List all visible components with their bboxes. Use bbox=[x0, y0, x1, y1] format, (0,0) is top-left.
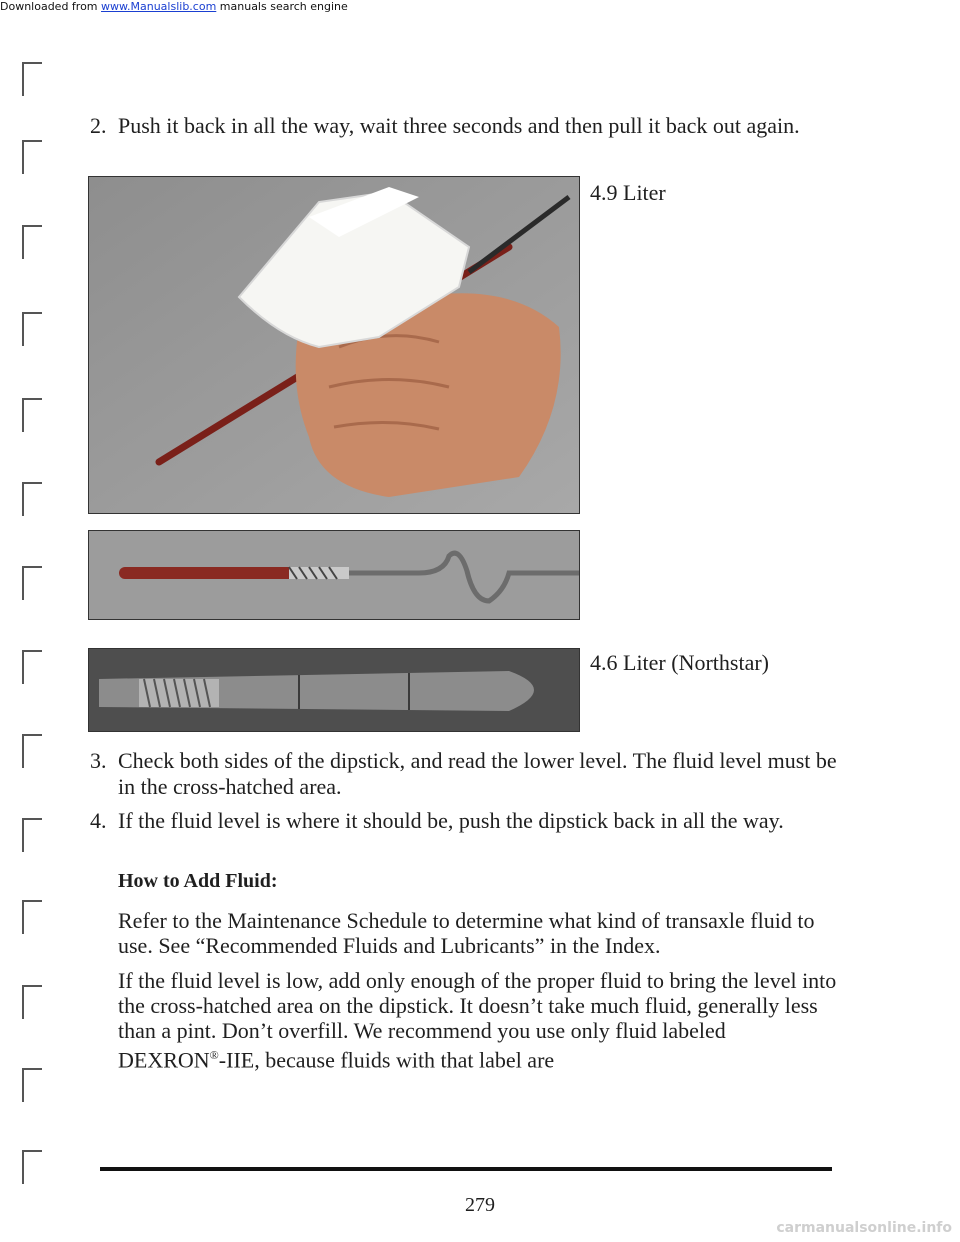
manualslib-link[interactable]: www.Manualslib.com bbox=[101, 0, 217, 13]
paragraph-maintenance: Refer to the Maintenance Schedule to determine what kind of transaxle fluid to use. See “Recommended Fluids and Lubricants” in the Index. bbox=[118, 908, 815, 958]
margin-tick bbox=[22, 566, 42, 600]
page-number: 279 bbox=[465, 1194, 495, 1216]
step-number: 4. bbox=[90, 808, 107, 833]
photo-dipstick-4-9 bbox=[88, 530, 580, 620]
margin-tick bbox=[22, 985, 42, 1019]
margin-tick bbox=[22, 1150, 42, 1184]
margin-tick bbox=[22, 650, 42, 684]
margin-tick bbox=[22, 140, 42, 174]
step-4 bbox=[90, 808, 850, 834]
step-text: Push it back in all the way, wait three seconds and then pull it back out again. bbox=[118, 113, 800, 138]
watermark-suffix: manuals search engine bbox=[216, 0, 348, 13]
step-number: 2. bbox=[90, 113, 107, 138]
margin-tick bbox=[22, 900, 42, 934]
watermark-prefix: Downloaded from bbox=[0, 0, 102, 13]
paragraph-text-cont: -IIE, because fluids with that label are bbox=[218, 1047, 555, 1073]
step-text: If the fluid level is where it should be, push the dipstick back in all the way. bbox=[118, 808, 784, 833]
caption-4-6-liter-northstar: 4.6 Liter (Northstar) bbox=[590, 650, 769, 675]
margin-tick bbox=[22, 1068, 42, 1102]
step-number: 3. bbox=[90, 748, 107, 773]
photo-wiping-dipstick bbox=[88, 176, 580, 514]
footer-divider bbox=[100, 1167, 832, 1171]
paragraph-text: If the fluid level is low, add only enough of the proper fluid to bring the level into the cross-hatched area on the dipstick. It doesn’t take much fluid, generally less than a pint. Don’t overfill. We recommend you use only fluid labeled DEXRON bbox=[118, 968, 837, 1073]
margin-tick bbox=[22, 225, 42, 259]
registered-mark: ® bbox=[209, 1048, 219, 1062]
margin-tick bbox=[22, 734, 42, 768]
section-heading: How to Add Fluid: bbox=[118, 870, 278, 892]
caption-4-9-liter: 4.9 Liter bbox=[590, 180, 666, 205]
margin-tick bbox=[22, 62, 42, 96]
photo-dipstick-4-6-northstar bbox=[88, 648, 580, 732]
step-3 bbox=[90, 748, 850, 800]
margin-tick-marks bbox=[0, 0, 60, 1242]
margin-tick bbox=[22, 312, 42, 346]
step-2 bbox=[90, 113, 850, 139]
margin-tick bbox=[22, 398, 42, 432]
paragraph-fluid-level bbox=[118, 968, 838, 1072]
site-watermark: carmanualsonline.info bbox=[776, 1220, 952, 1236]
margin-tick bbox=[22, 818, 42, 852]
step-text: Check both sides of the dipstick, and read the lower level. The fluid level must be in the cross-hatched area. bbox=[118, 748, 837, 799]
margin-tick bbox=[22, 482, 42, 516]
